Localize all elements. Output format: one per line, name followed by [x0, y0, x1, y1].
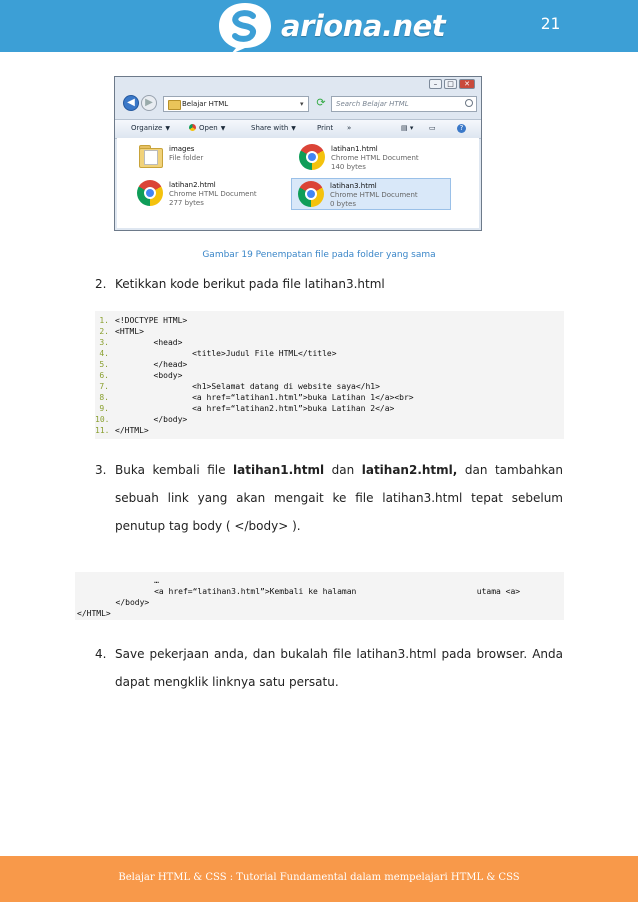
site-logo[interactable] [215, 0, 445, 52]
folder-icon [137, 144, 163, 170]
maximize-icon[interactable]: □ [444, 79, 457, 89]
code-text: </head> [115, 360, 188, 369]
file-type: File folder [169, 154, 204, 162]
line-number: 2. [99, 327, 109, 336]
explorer-window-screenshot [114, 76, 482, 231]
more-button[interactable]: » [347, 124, 352, 132]
step-text: Buka kembali file latihan1.html dan latihan2.html, dan tambahkan sebuah link yang akan mengait ke file latihan3.html tepat sebelum penutup tag body ( </body> ). [115, 463, 563, 533]
file-type: Chrome HTML Document [330, 191, 418, 199]
file-item-latihan2[interactable] [131, 178, 291, 210]
help-icon[interactable]: ? [457, 124, 466, 133]
step-number: 4. [95, 647, 107, 661]
code-text: </HTML> [115, 426, 149, 435]
line-number: 7. [99, 382, 109, 391]
step-text: Save pekerjaan anda, dan bukalah file latihan3.html pada browser. Anda dapat mengklik linknya satu persatu. [115, 647, 563, 689]
code-block-1 [95, 311, 564, 439]
close-icon[interactable]: ✕ [459, 79, 475, 89]
file-size: 140 bytes [331, 163, 366, 171]
back-button[interactable] [123, 95, 139, 111]
speech-bubble-s-logo-icon [215, 0, 275, 55]
open-button[interactable]: Open ▼ [189, 124, 225, 132]
share-with-button[interactable]: Share with ▼ [251, 124, 296, 132]
code-text: <h1>Selamat datang di website saya</h1> [115, 382, 380, 391]
preview-pane-icon[interactable]: ▭ [429, 124, 436, 132]
file-name: latihan1.html [331, 145, 378, 153]
line-number: 1. [99, 316, 109, 325]
chrome-small-icon [189, 124, 196, 131]
chevron-down-icon[interactable]: ▾ [300, 100, 304, 108]
folder-icon [168, 100, 181, 110]
code-text: </body> [115, 415, 188, 424]
address-bar [121, 95, 477, 115]
file-type: Chrome HTML Document [331, 154, 419, 162]
chrome-icon [137, 180, 163, 206]
code-text: <!DOCTYPE HTML> [115, 316, 188, 325]
file-type: Chrome HTML Document [169, 190, 257, 198]
explorer-toolbar [115, 119, 481, 139]
chrome-icon [299, 144, 325, 170]
code-block-2 [75, 572, 564, 620]
forward-button[interactable] [141, 95, 157, 111]
step-number: 2. [95, 277, 107, 291]
step-3 [95, 456, 565, 546]
file-item-images[interactable] [131, 142, 291, 174]
search-placeholder: Search Belajar HTML [336, 100, 409, 108]
page-header [0, 0, 638, 52]
file-size: 0 bytes [330, 200, 356, 208]
arrow-right-icon: ▶ [145, 97, 153, 108]
arrow-left-icon: ◀ [127, 97, 135, 108]
line-number: 9. [99, 404, 109, 413]
code-line: </HTML> [77, 609, 111, 618]
code-text: <title>Judul File HTML</title> [115, 349, 337, 358]
file-name: latihan3.html [330, 182, 377, 190]
line-number: 11. [95, 426, 110, 435]
figure-caption: Gambar 19 Penempatan file pada folder yang sama [202, 250, 436, 260]
bold-filename: latihan2.html, [361, 463, 458, 477]
code-text: <a href=“latihan1.html”>buka Latihan 1</a><br> [115, 393, 414, 402]
file-list [117, 138, 479, 228]
chevron-down-icon: ▼ [220, 125, 226, 132]
file-item-latihan3[interactable] [291, 178, 451, 210]
search-input[interactable] [331, 96, 477, 112]
code-text: <head> [115, 338, 183, 347]
organize-button[interactable]: Organize ▼ [131, 124, 170, 132]
line-number: 10. [95, 415, 110, 424]
chrome-icon [298, 181, 324, 207]
file-name: images [169, 145, 195, 153]
minimize-icon[interactable]: – [429, 79, 442, 89]
step-text: Ketikkan kode berikut pada file latihan3.html [115, 277, 385, 291]
window-controls [429, 79, 475, 89]
line-number: 6. [99, 371, 109, 380]
bold-filename: latihan1.html [233, 463, 325, 477]
footer-text: Belajar HTML & CSS : Tutorial Fundamental dalam mempelajari HTML & CSS [118, 872, 520, 883]
page-number: 21 [540, 14, 560, 33]
chevron-down-icon: ▼ [165, 125, 170, 132]
line-number: 8. [99, 393, 109, 402]
file-item-latihan1[interactable] [293, 142, 453, 174]
search-icon [465, 99, 473, 107]
file-name: latihan2.html [169, 181, 216, 189]
chevron-down-icon: ▼ [291, 125, 296, 132]
code-line: … [77, 576, 159, 585]
line-number: 5. [99, 360, 109, 369]
step-number: 3. [95, 463, 107, 477]
print-button[interactable]: Print [317, 124, 334, 132]
path-label: Belajar HTML [182, 100, 229, 108]
refresh-icon[interactable]: ⟳ [316, 96, 326, 109]
page-footer [0, 856, 638, 902]
code-line: <a href=“latihan3.html”>Kembali ke halaman utama <a> [77, 587, 521, 596]
code-text: <body> [115, 371, 183, 380]
line-number: 3. [99, 338, 109, 347]
logo-text: ariona.net [281, 9, 446, 43]
code-text: <HTML> [115, 327, 144, 336]
code-line: </body> [77, 598, 150, 607]
line-number: 4. [99, 349, 109, 358]
view-options-icon[interactable]: ▤ ▾ [401, 124, 414, 132]
code-text: <a href=“latihan2.html”>buka Latihan 2</a> [115, 404, 395, 413]
file-size: 277 bytes [169, 199, 204, 207]
step-4 [95, 640, 565, 700]
path-box[interactable] [163, 96, 309, 112]
